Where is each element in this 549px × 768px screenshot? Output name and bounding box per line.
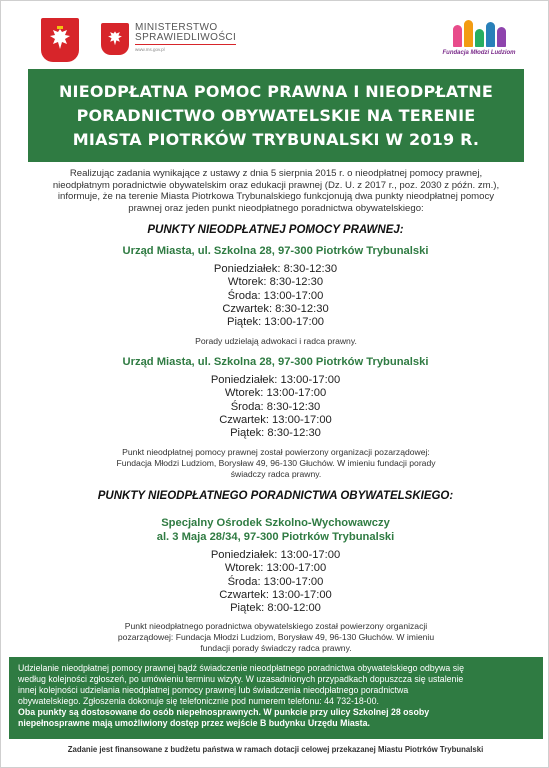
poland-eagle-emblem-icon <box>41 18 79 62</box>
people-figures-icon <box>437 19 521 47</box>
legal-aid-heading: PUNKTY NIEODPŁATNEJ POMOCY PRAWNEJ: <box>147 224 404 236</box>
title-line1: NIEODPŁATNA POMOC PRAWNA I NIEODPŁATNE <box>58 81 494 101</box>
hours-row: Poniedziałek: 13:00-17:00 <box>210 374 341 386</box>
hours-row: Piątek: 8:30-12:30 <box>230 427 321 440</box>
legal-aid-point1-hours <box>1 263 549 329</box>
info-line: obywatelskiego. Zgłoszenia dokonuje się telefonicznie pod numerem telefonu: 44 732-18-00. <box>18 695 379 706</box>
title-banner <box>28 69 524 162</box>
civic-advice-heading: PUNKTY NIEODPŁATNEGO PORADNICTWA OBYWATELSKIEGO: <box>97 490 454 502</box>
hours-row: Wtorek: 13:00-17:00 <box>224 387 327 400</box>
ministry-logo <box>101 23 236 63</box>
legal-aid-point2-address: Urząd Miasta, ul. Szkolna 28, 97-300 Piotrków Trybunalski <box>122 356 429 368</box>
civic-advice-hours <box>1 549 549 615</box>
hours-row: Poniedziałek: 8:30-12:30 <box>213 263 338 275</box>
hours-row: Piątek: 13:00-17:00 <box>226 316 325 329</box>
civic-advice-address <box>1 516 549 544</box>
info-line: Udzielanie nieodpłatnej pomocy prawnej bądź świadczenie nieodpłatnego poradnictwa obywatelskiego odbywa się <box>18 663 464 673</box>
hours-row: Środa: 13:00-17:00 <box>227 289 324 302</box>
intro-line: Realizując zadania wynikające z ustawy z dnia 5 sierpnia 2015 r. o nieodpłatnej pomocy prawnej, <box>69 168 483 179</box>
accessibility-line: niepełnosprawne mają umożliwiony dostęp przez wejście B budynku Urzędu Miasta. <box>18 717 370 728</box>
ministry-eagle-icon <box>101 23 129 55</box>
note-line: Fundacja Młodzi Ludziom, Borysław 49, 96-130 Głuchów. W imieniu fundacji porady <box>116 457 436 468</box>
note-line: Punkt nieodpłatnego poradnictwa obywatelskiego został powierzony organizacji <box>124 621 428 631</box>
hours-row: Czwartek: 13:00-17:00 <box>219 413 332 426</box>
hours-row: Wtorek: 8:30-12:30 <box>227 276 324 289</box>
intro-line: nieodpłatnym poradnictwie obywatelskim oraz edukacji prawnej (Dz. U. z 2017 r., poz. 2030 z późn. zm.), <box>52 179 500 191</box>
address-line: Specjalny Ośrodek Szkolno-Wychowawczy <box>161 517 390 529</box>
note-line: fundacji porady świadczy radca prawny. <box>200 642 352 653</box>
title-line2: PORADNICTWO OBYWATELSKIE NA TERENIE <box>76 105 476 125</box>
accessibility-line: Oba punkty są dostosowane do osób niepełnosprawnych. W punkcie przy ulicy Szkolnej 28 osoby <box>18 706 430 717</box>
hours-row: Czwartek: 8:30-12:30 <box>222 302 329 315</box>
ministry-name-line1: MINISTERSTWO <box>135 22 218 33</box>
ministry-name-line2: SPRAWIEDLIWOŚCI <box>135 32 237 43</box>
foundation-name: Fundacja Młodzi Ludziom <box>442 50 516 56</box>
info-line: innej kolejności udzielania nieodpłatnej pomocy prawnej lub świadczenia nieodpłatnego poradnictwa <box>18 684 409 695</box>
hours-row: Środa: 8:30-12:30 <box>230 400 321 413</box>
intro-line: prawnej oraz jeden punkt nieodpłatnego poradnictwa obywatelskiego: <box>128 202 424 214</box>
legal-aid-point1-address: Urząd Miasta, ul. Szkolna 28, 97-300 Piotrków Trybunalski <box>122 245 429 257</box>
hours-row: Środa: 13:00-17:00 <box>227 575 324 588</box>
title-line3: MIASTA PIOTRKÓW TRYBUNALSKI W 2019 R. <box>72 129 480 149</box>
ministry-url: www.ms.gov.pl <box>135 47 165 52</box>
note-line: świadczy radca prawny. <box>230 468 322 479</box>
note-line: pozarządowej: Fundacja Młodzi Ludziom, Borysław 49, 96-130 Głuchów. W imieniu <box>117 631 435 642</box>
hours-row: Czwartek: 13:00-17:00 <box>219 588 332 601</box>
hours-row: Wtorek: 13:00-17:00 <box>224 562 327 575</box>
foundation-logo <box>437 19 521 63</box>
legal-aid-point2-hours <box>1 374 549 440</box>
hours-row: Poniedziałek: 13:00-17:00 <box>210 549 341 561</box>
intro-paragraph <box>51 168 501 214</box>
note-line: Punkt nieodpłatnej pomocy prawnej został powierzony organizacji pozarządowej: <box>122 447 430 457</box>
legal-aid-point2-note <box>61 447 491 479</box>
info-box <box>9 657 543 739</box>
hours-row: Piątek: 8:00-12:00 <box>230 602 321 615</box>
civic-advice-note <box>61 621 491 653</box>
legal-aid-point1-note: Porady udzielają adwokaci i radca prawny. <box>195 336 357 346</box>
info-text <box>9 657 543 728</box>
funding-footer: Zadanie jest finansowane z budżetu państwa w ramach dotacji celowej przekazanej Miastu Piotrków Trybunalski <box>67 745 484 754</box>
address-line: al. 3 Maja 28/34, 97-300 Piotrków Trybunalski <box>156 531 395 543</box>
intro-line: informuje, że na terenie Miasta Piotrkowa Trybunalskiego funkcjonują dwa punkty nieodpłatnej pomocy <box>57 191 495 203</box>
info-line: według kolejności zgłoszeń, po umówieniu terminu wizyty. W uzasadnionych przypadkach dopuszcza się ustalenie <box>18 673 464 684</box>
